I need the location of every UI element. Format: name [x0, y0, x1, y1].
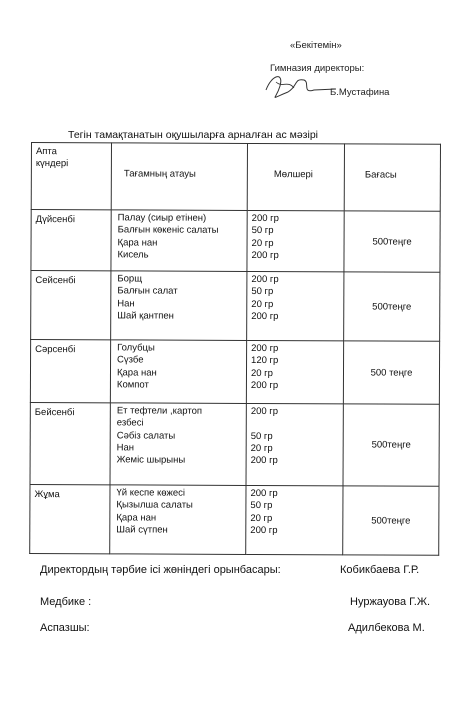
- quantity-cell: [246, 485, 343, 554]
- table-row: [30, 340, 439, 405]
- day-cell: Жұма: [30, 484, 110, 553]
- quantity-item: 200 гр: [250, 455, 278, 467]
- signatory-role-nurse: Медбике :: [40, 596, 92, 608]
- dish-cell: [111, 210, 247, 272]
- quantity-item: 200 гр: [251, 310, 279, 322]
- dish-item: Сүзбе: [117, 354, 144, 366]
- table-row: [31, 210, 440, 273]
- dish-item: Қара нан: [116, 366, 157, 379]
- header-price-label: Бағасы: [364, 169, 397, 181]
- signatory-name-cook: Адилбекова М.: [348, 622, 425, 634]
- quantity-item: 50 гр: [250, 430, 273, 442]
- quantity-cell: [247, 210, 344, 271]
- quantity-item: 50 гр: [251, 286, 274, 298]
- approval-title: «Бекітемін»: [290, 40, 342, 51]
- dish-cell: [110, 340, 246, 404]
- dish-item: Қызылша салаты: [116, 499, 193, 512]
- price-cell: 500теңге: [343, 404, 439, 486]
- quantity-item: 120 гр: [251, 355, 279, 367]
- quantity-item: 200 гр: [251, 273, 279, 286]
- header-price: [344, 144, 440, 211]
- dish-item: Жеміс шырыны: [116, 454, 186, 466]
- dish-cell: [111, 271, 247, 341]
- quantity-cell: [246, 403, 343, 485]
- dish-item: Үй кеспе көжесі: [116, 487, 186, 499]
- header-day-line1: Апта: [35, 146, 57, 158]
- director-signature: [258, 70, 338, 102]
- header-day-line2: күндері: [35, 158, 69, 170]
- quantity-item: 20 гр: [251, 237, 274, 249]
- menu-table: [29, 142, 441, 556]
- table-row: [30, 484, 439, 555]
- dish-item: Шай сүтпен: [116, 524, 168, 536]
- quantity-item: 200 гр: [250, 524, 278, 536]
- price-cell: 500теңге: [344, 272, 440, 341]
- dish-cell: [110, 485, 246, 555]
- day-cell: Сейсенбі: [31, 271, 111, 340]
- quantity-item: 200 гр: [250, 487, 278, 500]
- signatory-role-deputy: Директордың тәрбие ісі жөніндегі орынбасары:: [40, 564, 281, 576]
- table-header-row: [31, 143, 440, 212]
- quantity-item: 20 гр: [251, 298, 274, 310]
- dish-item: Ет тефтели ,картоп: [116, 405, 203, 417]
- signatory-name-deputy: Кобикбаева Г.Р.: [340, 564, 420, 576]
- price-cell: 500теңге: [344, 211, 440, 272]
- dish-item: Балғын салат: [117, 285, 178, 297]
- header-dish-label: Тағамның атауы: [123, 168, 196, 180]
- dish-item: Сәбіз салаты: [116, 429, 176, 442]
- quantity-item: 20 гр: [250, 367, 273, 379]
- day-cell: Бейсенбі: [30, 402, 110, 484]
- header-day: [31, 143, 111, 210]
- quantity-item: 200 гр: [251, 249, 279, 261]
- quantity-item: 20 гр: [250, 512, 273, 524]
- dish-item: Борщ: [117, 273, 143, 285]
- quantity-cell: [246, 340, 343, 403]
- quantity-item: 200 гр: [250, 379, 279, 391]
- dish-item: Қара нан: [117, 236, 158, 249]
- quantity-item: 200 гр: [251, 342, 279, 355]
- dish-item: Балғын көкеніс салаты: [117, 224, 219, 237]
- day-cell: Сәрсенбі: [30, 340, 110, 403]
- dish-item: Қара нан: [116, 511, 157, 524]
- quantity-cell: [247, 271, 344, 340]
- dish-item: Голубцы: [117, 342, 155, 354]
- dish-cell: [110, 403, 246, 486]
- header-quantity-label: Мөлшері: [273, 169, 313, 181]
- quantity-item: 200 гр: [251, 212, 279, 225]
- signatory-role-cook: Аспазшы:: [40, 622, 90, 634]
- quantity-item: 200 гр: [250, 405, 279, 418]
- quantity-item: [251, 418, 339, 431]
- dish-item: Компот: [116, 379, 149, 391]
- signatory-name-nurse: Нуржауова Г.Ж.: [350, 596, 431, 608]
- table-row: [31, 271, 440, 342]
- quantity-item: 50 гр: [250, 500, 273, 512]
- table-row: [30, 402, 439, 486]
- header-dish: [111, 143, 247, 211]
- dish-item: Нан: [116, 442, 135, 454]
- price-cell: 500теңге: [343, 486, 439, 555]
- day-cell: Дүйсенбі: [31, 210, 111, 271]
- dish-item: Кисель: [117, 249, 149, 261]
- header-quantity: [247, 143, 344, 210]
- price-cell: 500 теңге: [343, 341, 439, 404]
- quantity-item: 20 гр: [250, 442, 273, 454]
- dish-item: Нан: [117, 297, 135, 310]
- dish-item: Шай қантпен: [117, 310, 174, 322]
- quantity-item: 50 гр: [251, 225, 274, 237]
- dish-item: Палау (сиыр етінен): [117, 212, 207, 224]
- document-title: Тегін тамақтанатын оқушыларға арналған ас мәзірі: [68, 129, 318, 141]
- approval-role: Гимназия директоры:: [270, 63, 365, 74]
- approval-name: Б.Мустафина: [330, 87, 390, 98]
- dish-item: езбесі: [116, 417, 144, 429]
